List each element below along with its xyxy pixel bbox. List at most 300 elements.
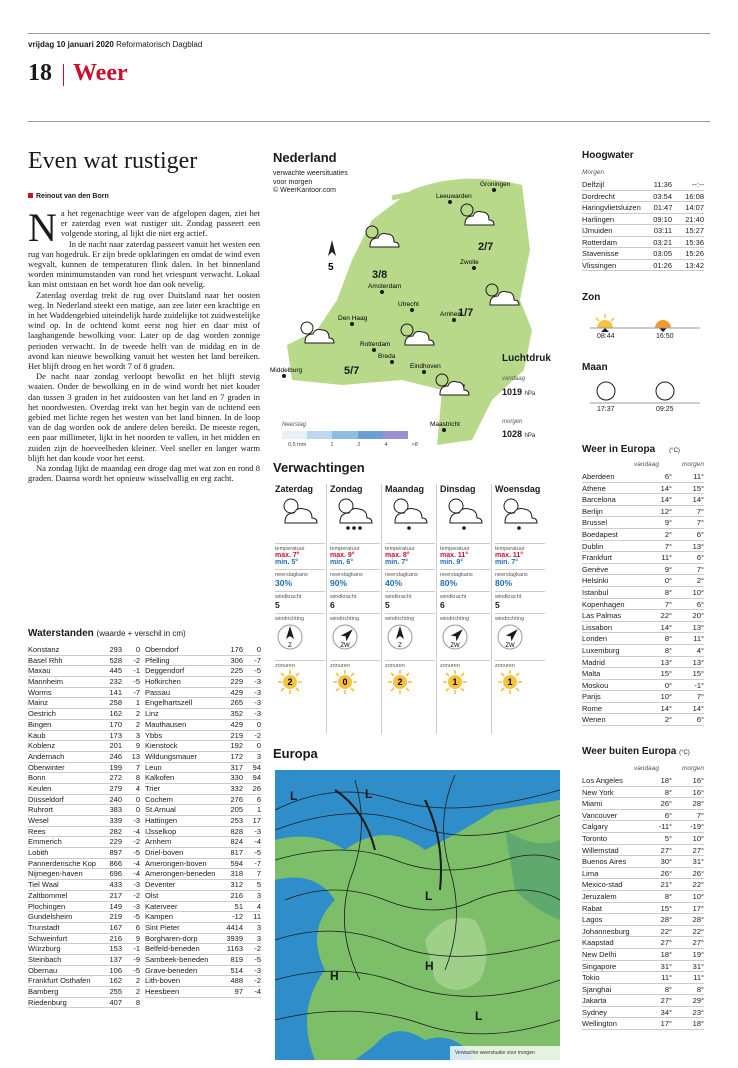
table-row xyxy=(582,926,704,938)
table-value-1: -11° xyxy=(658,822,672,832)
table-value-1: 9° xyxy=(664,564,672,574)
table-value-2: 7° xyxy=(696,564,704,574)
sunset-icon xyxy=(655,320,671,332)
station-name: Hofkirchen xyxy=(145,677,181,687)
table-value-1: 21° xyxy=(660,880,672,890)
table-label: Vlissingen xyxy=(582,260,617,270)
station-name: Amerongen-beneden xyxy=(145,869,216,879)
table-row xyxy=(582,471,704,483)
weather-icon xyxy=(440,494,490,540)
station-name: Leun xyxy=(145,762,162,772)
water-value: 3939 xyxy=(226,933,243,943)
min-temp: min. 6° xyxy=(330,559,354,566)
temp-label: 5/7 xyxy=(344,365,360,377)
water-value: 153 xyxy=(109,944,122,954)
station-name: Oberwinter xyxy=(28,762,65,772)
table-value-2: 22° xyxy=(692,880,704,890)
station-name: Bamberg xyxy=(28,987,59,996)
water-diff: 11 xyxy=(253,912,261,922)
city-dot xyxy=(380,290,384,294)
table-row xyxy=(582,1018,704,1030)
sun-hours-label: zonuren xyxy=(385,663,405,669)
wind-force-label: windkracht xyxy=(495,594,522,600)
luchtdruk-vandaag-label: vandaag xyxy=(502,376,526,382)
table-label: Madrid xyxy=(582,657,605,667)
water-diff: 0 xyxy=(135,794,140,804)
table-value-2: 28° xyxy=(692,799,704,809)
city-dot xyxy=(472,266,476,270)
wind-arrow-icon xyxy=(328,240,336,273)
table-value-2: 10° xyxy=(692,833,704,843)
city-dot xyxy=(372,348,376,352)
table-label: Jakarta xyxy=(582,996,607,1006)
table-row xyxy=(582,984,704,996)
water-value: 240 xyxy=(109,794,122,804)
water-value: 279 xyxy=(109,783,122,793)
station-name: Lobith xyxy=(28,848,49,858)
water-diff: -2 xyxy=(254,730,261,740)
station-name: Engelhartszell xyxy=(145,698,193,708)
city-dot xyxy=(448,200,452,204)
water-value: 201 xyxy=(109,741,122,751)
water-diff: -4 xyxy=(254,837,261,847)
station-name: Arnhem xyxy=(145,837,172,847)
station-name: Andernach xyxy=(28,751,65,761)
water-diff: -7 xyxy=(254,655,261,665)
water-diff: -7 xyxy=(133,687,140,697)
wind-direction-icon xyxy=(330,622,380,657)
table-row xyxy=(145,784,261,795)
water-value: 255 xyxy=(109,987,122,996)
waterstanden-left xyxy=(28,645,140,1008)
table-value-1: 0° xyxy=(664,680,672,690)
water-value: 317 xyxy=(230,762,243,772)
table-value-2: 15:26 xyxy=(685,249,704,258)
zon-op: 08:44 xyxy=(597,333,615,340)
maan-op: 17:37 xyxy=(597,406,615,413)
station-name: Tiel Waal xyxy=(28,880,59,890)
station-name: Linz xyxy=(145,709,159,719)
station-name: Rees xyxy=(28,826,46,836)
station-name: Hattingen xyxy=(145,816,178,825)
day-name: Woensdag xyxy=(495,484,541,494)
water-value: 352 xyxy=(230,709,243,719)
table-value-2: 28° xyxy=(692,915,704,925)
city-label: Breda xyxy=(378,353,396,360)
table-row xyxy=(582,668,704,680)
drop-cap: N xyxy=(28,205,57,250)
wind-force: 6 xyxy=(330,600,335,610)
forecast-day xyxy=(385,484,435,700)
water-value: 176 xyxy=(230,645,243,654)
water-value: 192 xyxy=(230,741,243,751)
water-diff: -3 xyxy=(254,698,261,708)
table-label: Frankfurt xyxy=(582,553,613,563)
station-name: Konstanz xyxy=(28,645,60,654)
station-name: Nijmegen-haven xyxy=(28,869,83,879)
water-value: 173 xyxy=(109,730,122,740)
sun-hours-icon xyxy=(440,669,490,700)
table-label: Calgary xyxy=(582,822,608,832)
zon-title: Zon xyxy=(582,292,601,303)
water-diff: -1 xyxy=(133,666,140,676)
table-row xyxy=(28,731,140,742)
table-row xyxy=(28,827,140,838)
city-label: Groningen xyxy=(480,181,511,188)
water-diff: -5 xyxy=(133,677,140,687)
water-value: 246 xyxy=(109,751,122,761)
table-label: Aberdeen xyxy=(582,472,615,481)
svg-text:Z: Z xyxy=(398,643,402,649)
netherlands-shape xyxy=(287,179,532,445)
water-diff: 4 xyxy=(256,901,261,911)
table-label: Toronto xyxy=(582,833,608,843)
table-value-2: 15:27 xyxy=(685,226,704,235)
zon-onder: 16:50 xyxy=(656,333,674,340)
water-diff: 0 xyxy=(256,645,261,654)
sun-hours-label: zonuren xyxy=(495,663,515,669)
table-value-1: 15° xyxy=(660,669,672,679)
table-row xyxy=(28,752,140,763)
water-diff: -2 xyxy=(254,944,261,954)
day-separator xyxy=(381,484,382,734)
table-value-1: 34° xyxy=(660,1007,672,1017)
wind-direction-icon xyxy=(495,622,545,657)
svg-text:2: 2 xyxy=(287,677,293,687)
table-label: Malta xyxy=(582,669,601,679)
water-diff: -2 xyxy=(133,655,140,665)
table-row xyxy=(145,902,261,913)
station-name: Kalkofen xyxy=(145,773,175,783)
station-name: Oestrich xyxy=(28,709,56,719)
station-name: Schweinfurt xyxy=(28,933,68,943)
table-row xyxy=(145,880,261,891)
table-row xyxy=(145,912,261,923)
water-value: 199 xyxy=(109,762,122,772)
table-row xyxy=(582,810,704,822)
table-label: Helsinki xyxy=(582,576,609,586)
table-row xyxy=(28,656,140,667)
neerslag-label: >8 xyxy=(411,442,418,448)
station-name: Worms xyxy=(28,687,52,697)
buiten-weer-table xyxy=(582,775,704,1030)
water-diff: -5 xyxy=(254,954,261,964)
city-dot xyxy=(390,360,394,364)
water-diff: 17 xyxy=(252,816,261,825)
sunrise-icon xyxy=(596,314,614,332)
europa-weer-header: vandaag morgen xyxy=(634,461,704,468)
sun-hours-label: zonuren xyxy=(440,663,460,669)
hoogwater-morgen: Morgen xyxy=(582,169,605,176)
water-diff: 3 xyxy=(256,751,261,761)
forecast-day xyxy=(330,484,380,700)
table-label: Stavenisse xyxy=(582,249,619,258)
table-row xyxy=(145,773,261,784)
station-name: St.Arnual xyxy=(145,805,176,815)
nederland-subtitle: verwachte weersituaties voor morgen © WeerKantoor.com xyxy=(273,170,348,194)
table-row xyxy=(145,848,261,859)
station-name: Trunstadt xyxy=(28,922,60,932)
station-name: Driel-boven xyxy=(145,848,184,858)
table-row xyxy=(582,179,704,191)
water-value: 225 xyxy=(230,666,243,676)
water-value: 229 xyxy=(109,837,122,847)
table-value-1: 03:11 xyxy=(653,226,672,235)
table-row xyxy=(28,677,140,688)
water-value: 170 xyxy=(109,719,122,729)
rain-chance: 80% xyxy=(440,578,458,588)
table-value-1: 27° xyxy=(660,845,672,855)
buiten-weer-header: vandaag morgen xyxy=(634,765,704,772)
table-label: Los Angeles xyxy=(582,776,623,785)
temperature-label: temperatuur xyxy=(330,546,360,552)
water-value: 172 xyxy=(230,751,243,761)
table-value-2: 8° xyxy=(696,984,704,994)
temp-label: 3/8 xyxy=(372,269,388,281)
city-label: Maastricht xyxy=(430,421,460,428)
table-label: Barcelona xyxy=(582,495,616,505)
station-name: Ybbs xyxy=(145,730,163,740)
min-temp: min. 7° xyxy=(495,559,519,566)
table-value-1: 18° xyxy=(660,776,672,785)
article-headline: Even wat rustiger xyxy=(28,148,198,174)
table-row xyxy=(145,709,261,720)
luchtdruk-morgen-label: morgen xyxy=(502,419,523,425)
table-row xyxy=(145,837,261,848)
water-diff: -4 xyxy=(133,858,140,868)
table-row xyxy=(28,848,140,859)
table-row xyxy=(145,944,261,955)
table-label: Willemstad xyxy=(582,845,619,855)
table-value-2: 4° xyxy=(696,645,704,655)
table-row xyxy=(582,645,704,657)
svg-text:ZW: ZW xyxy=(505,643,515,649)
rain-chance-label: neerslagkans xyxy=(385,572,418,578)
table-value-1: 14° xyxy=(660,622,672,632)
section-title: Weer xyxy=(73,60,128,86)
table-row xyxy=(582,937,704,949)
table-value-1: 22° xyxy=(660,611,672,621)
table-row xyxy=(145,955,261,966)
water-diff: 7 xyxy=(256,869,261,879)
neerslag-label: 2 xyxy=(357,442,361,448)
water-value: 4414 xyxy=(226,922,243,932)
water-value: 167 xyxy=(109,922,122,932)
water-value: 594 xyxy=(230,858,243,868)
city-label: Amsterdam xyxy=(368,283,402,290)
neerslag-legend-title: Neerslag xyxy=(282,422,307,428)
table-row xyxy=(28,880,140,891)
table-value-1: 8° xyxy=(664,645,672,655)
table-value-2: 7° xyxy=(696,810,704,820)
table-row xyxy=(582,914,704,926)
table-value-1: 03:05 xyxy=(653,249,672,258)
water-diff: 2 xyxy=(135,987,140,996)
svg-text:Z: Z xyxy=(288,643,292,649)
water-value: 429 xyxy=(230,719,243,729)
min-temp: min. 5° xyxy=(275,559,299,566)
wind-force-label: windkracht xyxy=(385,594,412,600)
table-value-2: 27° xyxy=(692,845,704,855)
table-row xyxy=(145,688,261,699)
table-value-1: 26° xyxy=(660,799,672,809)
station-name: Keulen xyxy=(28,783,52,793)
wind-force: 5 xyxy=(385,600,390,610)
table-row xyxy=(28,688,140,699)
table-row xyxy=(582,845,704,857)
table-label: Kopenhagen xyxy=(582,599,625,609)
water-value: 106 xyxy=(109,965,122,975)
water-diff: 2 xyxy=(135,976,140,986)
water-diff: 9 xyxy=(135,741,140,751)
station-name: Katerveer xyxy=(145,901,178,911)
section-divider xyxy=(63,64,64,86)
temperature-label: temperatuur xyxy=(385,546,415,552)
table-row xyxy=(582,879,704,891)
table-value-2: --:-- xyxy=(691,180,704,189)
water-diff: 26 xyxy=(252,783,261,793)
table-value-1: 6° xyxy=(664,810,672,820)
water-diff: -5 xyxy=(133,912,140,922)
dateline: vrijdag 10 januari 2020 Reformatorisch Dagblad xyxy=(28,40,203,49)
table-value-1: 03:54 xyxy=(653,191,672,201)
table-label: Sydney xyxy=(582,1007,608,1017)
station-name: Bonn xyxy=(28,773,46,783)
luchtdruk-title: Luchtdruk xyxy=(502,353,551,364)
water-diff: 0 xyxy=(256,719,261,729)
water-value: 219 xyxy=(230,730,243,740)
table-label: New York xyxy=(582,787,614,797)
wind-force-label: windkracht xyxy=(330,594,357,600)
water-diff: -3 xyxy=(254,709,261,719)
table-row xyxy=(145,752,261,763)
table-row xyxy=(28,934,140,945)
water-value: 1163 xyxy=(226,944,243,954)
table-row xyxy=(582,691,704,703)
station-name: Mauthausen xyxy=(145,719,187,729)
table-value-2: 31° xyxy=(692,961,704,971)
table-value-1: 10° xyxy=(660,692,672,702)
table-value-2: 18° xyxy=(692,1019,704,1029)
table-row xyxy=(582,972,704,984)
table-row xyxy=(582,483,704,495)
table-row xyxy=(582,202,704,214)
table-value-2: 13° xyxy=(692,622,704,632)
station-name: Lith-boven xyxy=(145,976,181,986)
water-diff: 2 xyxy=(135,709,140,719)
water-value: 229 xyxy=(230,677,243,687)
water-diff: 94 xyxy=(252,762,261,772)
moonset-icon xyxy=(656,382,674,400)
table-row xyxy=(28,944,140,955)
table-value-2: 22° xyxy=(692,926,704,936)
water-value: 293 xyxy=(109,645,122,654)
sun-hours-icon xyxy=(495,669,545,700)
water-value: 162 xyxy=(109,976,122,986)
water-value: 137 xyxy=(109,954,122,964)
article-body: Na het regenachtige weer van de afgelopen dagen, ziet het er zaterdag even wat rustiger uit. Zondag passeert een volgende storing, al lijkt die niet erg actief. In de nacht naar zaterdag passeert vanuit het westen een rug van hogedruk. Er zijn brede opklaringen en omdat de wind even wegvalt, kunnen de temperaturen flink dalen. In het binnenland worden minimumstanden van rond het vriespunt verwacht. Lokaal kan mist ontstaan en het wordt hoe dan ook nevelig. Zaterdag overdag trekt de rug over Duitsland naar het oosten weg. In Nederland steekt een matige, aan zee later een krachtige en in het Waddengebied uiteindelijk harde zuidelijke tot zuidwestelijke wind op. In de ochtend komt eerst nog hier en daar mist of laaghangende bewolking voor. Later op de dag worden zonnige perioden verwacht. In de tweede helft van de middag en in de avond kan nieuwe bewolking vanuit het westen het land bereiken. Het blijft droog en het wordt 7 of 8 graden. De nacht naar zondag verloopt bewolkt en het blijft stevig waaien. Onder de bewolking en in de wind wordt het niet kouder dan tussen 3 graden in het zuidoosten van het land en 7 graden in het noordwesten. Overdag trekt van het begin van de ochtend een gebied met lichte regen het westen van het land binnen. In de loop van de dag worden ook de andere delen bereikt. De meeste regen, een paar millimeter, lijkt in het noorden te vallen, in het midden en zuiden zijn de hoeveelheden kleiner. Veel sneller en langer warm blijft het dan koude voor het eerst. Na zondag lijkt de maandag een droge dag met wat zon en rond 8 graden. Daarna wordt het opnieuw wisselvallig en erg zacht. xyxy=(28,205,260,484)
nederland-map xyxy=(262,150,562,450)
table-row xyxy=(145,677,261,688)
sun-hours-icon xyxy=(385,669,435,700)
water-diff: 2 xyxy=(135,719,140,729)
table-row xyxy=(145,827,261,838)
neerslag-label: 4 xyxy=(384,442,388,448)
day-separator xyxy=(436,484,437,734)
water-diff: -3 xyxy=(254,965,261,975)
station-name: Olst xyxy=(145,890,159,900)
table-row xyxy=(145,869,261,880)
table-row xyxy=(582,248,704,260)
water-diff: 8 xyxy=(135,773,140,783)
weather-icon xyxy=(385,494,435,540)
high-pressure-label-2: H xyxy=(330,969,339,983)
table-label: Dublin xyxy=(582,541,604,551)
water-value: 97 xyxy=(234,987,243,996)
rain-chance-label: neerslagkans xyxy=(495,572,528,578)
table-label: Londen xyxy=(582,634,608,644)
temperature-label: temperatuur xyxy=(440,546,470,552)
water-value: 488 xyxy=(230,976,243,986)
table-value-2: -19° xyxy=(690,822,704,832)
table-row xyxy=(145,720,261,731)
city-label: Eindhoven xyxy=(410,363,441,370)
table-value-1: 6° xyxy=(664,472,672,481)
svg-text:0: 0 xyxy=(342,677,348,687)
station-name: Bingen xyxy=(28,719,52,729)
table-row xyxy=(582,657,704,669)
maan-title: Maan xyxy=(582,362,608,373)
europa-caption: Verwachte weerstuatie voor morgen xyxy=(455,1050,535,1056)
station-name: Ruhrort xyxy=(28,805,54,815)
water-diff: -5 xyxy=(254,666,261,676)
table-row xyxy=(582,610,704,622)
table-value-1: 8° xyxy=(664,587,672,597)
water-value: 528 xyxy=(109,655,122,665)
weather-icon xyxy=(275,494,325,540)
water-diff: -5 xyxy=(133,848,140,858)
table-row xyxy=(582,775,704,787)
table-value-2: 23° xyxy=(692,1007,704,1017)
table-label: Singapore xyxy=(582,961,617,971)
low-pressure-label-1: L xyxy=(290,789,298,803)
water-diff: 3 xyxy=(256,890,261,900)
water-value: 258 xyxy=(109,698,122,708)
temperature-label: temperatuur xyxy=(495,546,525,552)
table-value-1: 17° xyxy=(660,1019,672,1029)
table-label: Vancouver xyxy=(582,810,618,820)
table-value-2: 17° xyxy=(692,903,704,913)
luchtdruk-morgen: 1028 hPa xyxy=(502,429,536,439)
temperature-label: temperatuur xyxy=(275,546,305,552)
water-value: 696 xyxy=(109,869,122,879)
table-label: Kaapstad xyxy=(582,938,614,948)
table-value-1: 30° xyxy=(660,857,672,867)
table-label: Delfzijl xyxy=(582,180,605,189)
table-label: Istanbul xyxy=(582,587,609,597)
table-value-1: 7° xyxy=(664,541,672,551)
water-diff: -3 xyxy=(133,880,140,890)
table-row xyxy=(145,934,261,945)
maan-icons xyxy=(590,380,700,406)
table-value-1: 26° xyxy=(660,868,672,878)
table-value-2: 13° xyxy=(692,657,704,667)
table-row xyxy=(582,260,704,272)
rain-chance: 40% xyxy=(385,578,403,588)
water-diff: 5 xyxy=(256,880,261,890)
rain-chance: 80% xyxy=(495,578,513,588)
table-value-1: 11° xyxy=(661,973,672,983)
